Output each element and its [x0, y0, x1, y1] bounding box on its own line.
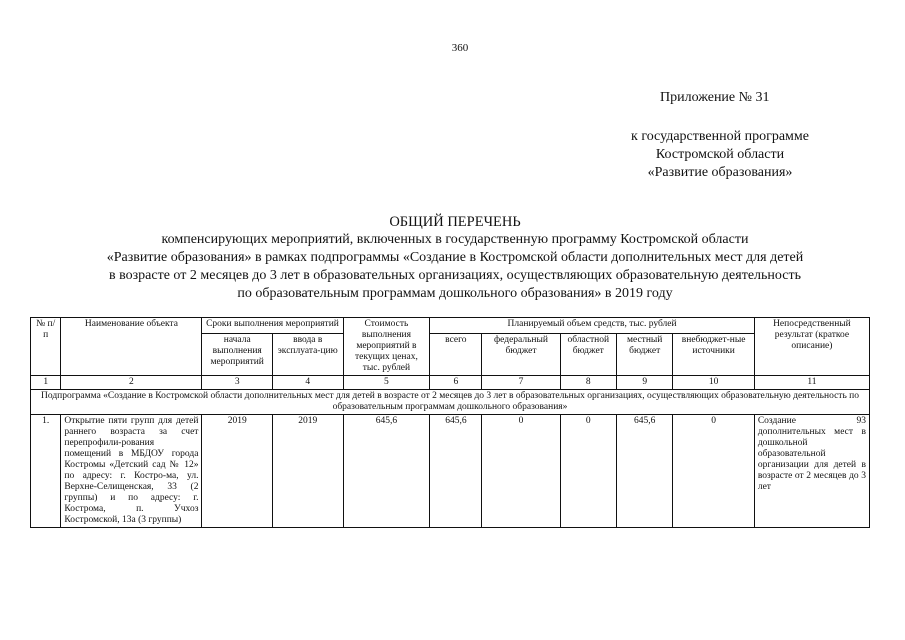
header-regional: областной бюджет: [560, 334, 616, 376]
header-terms: Сроки выполнения мероприятий: [202, 318, 343, 334]
header-planned: Планируемый объем средств, тыс. рублей: [430, 318, 755, 334]
column-number: 2: [61, 376, 202, 390]
column-number: 4: [272, 376, 343, 390]
column-number: 10: [673, 376, 754, 390]
column-number: 6: [430, 376, 482, 390]
program-reference-line: Костромской области: [655, 147, 785, 162]
header-term-start: начала выполнения мероприятий: [202, 334, 273, 376]
table-header-row: [31, 318, 870, 334]
header-cost: Стоимость выполнения мероприятий в текущих ценах, тыс. рублей: [343, 318, 430, 376]
header-term-commission: ввода в эксплуата-цию: [272, 334, 343, 376]
subprogram-row: [31, 390, 870, 415]
column-number: 1: [31, 376, 61, 390]
document-subtitle-line: компенсирующих мероприятий, включенных в государственную программу Костромской области: [161, 232, 749, 247]
header-num: № п/п: [31, 318, 61, 376]
table-row: [31, 415, 870, 528]
column-number: 3: [202, 376, 273, 390]
cell-start: 2019: [202, 415, 273, 528]
header-federal: федеральный бюджет: [482, 334, 560, 376]
page-number: 360: [451, 42, 469, 54]
cell-commission: 2019: [272, 415, 343, 528]
cell-result: Создание 93 дополнительных мест в дошкольной образовательной организации для детей в возрасте от 2 месяцев до 3 лет: [754, 415, 869, 528]
document-title: ОБЩИЙ ПЕРЕЧЕНЬ: [389, 214, 521, 230]
cell-regional: 0: [560, 415, 616, 528]
document-subtitle-line: по образовательным программам дошкольного образования» в 2019 году: [237, 286, 673, 301]
document-title-block: [60, 213, 850, 303]
column-number: 5: [343, 376, 430, 390]
appendix-label: Приложение № 31: [660, 90, 770, 105]
cell-federal: 0: [482, 415, 560, 528]
program-reference: [600, 128, 840, 182]
program-reference-line: к государственной программе: [631, 129, 809, 144]
column-number: 8: [560, 376, 616, 390]
column-number: 9: [616, 376, 672, 390]
cell-total: 645,6: [430, 415, 482, 528]
cell-offbudget: 0: [673, 415, 754, 528]
cell-local: 645,6: [616, 415, 672, 528]
subprogram-title: Подпрограмма «Создание в Костромской области дополнительных мест для детей в возрасте от 2 месяцев до 3 лет в образовательных организациях, осуществляющих образовательную деятельность по образовательным программам дошкольного образования»: [31, 390, 870, 415]
column-number: 11: [754, 376, 869, 390]
column-number: 7: [482, 376, 560, 390]
document-subtitle-line: «Развитие образования» в рамках подпрограммы «Создание в Костромской области дополнительных мест для детей: [106, 250, 804, 265]
header-total: всего: [430, 334, 482, 376]
header-object: Наименование объекта: [61, 318, 202, 376]
document-subtitle-line: в возрасте от 2 месяцев до 3 лет в образовательных организациях, осуществляющих образовательную деятельность: [109, 268, 801, 283]
header-offbudget: внебюджет-ные источники: [673, 334, 754, 376]
cell-num: 1.: [31, 415, 61, 528]
program-reference-line: «Развитие образования»: [647, 165, 793, 180]
header-result: Непосредственный результат (краткое описание): [754, 318, 869, 376]
cell-cost: 645,6: [343, 415, 430, 528]
measures-table: [30, 317, 870, 528]
header-local: местный бюджет: [616, 334, 672, 376]
cell-object: Открытие пяти групп для детей раннего возраста за счет перепрофили-рования помещений в МБДОУ города Костромы «Детский сад № 12» по адресу: г. Костро-ма, ул. Верхне-Селищенская, 33 (2 группы) и по адресу: г. Кострома, п. Учхоз Костромской, 13а (3 группы): [61, 415, 202, 528]
column-number-row: [31, 376, 870, 390]
